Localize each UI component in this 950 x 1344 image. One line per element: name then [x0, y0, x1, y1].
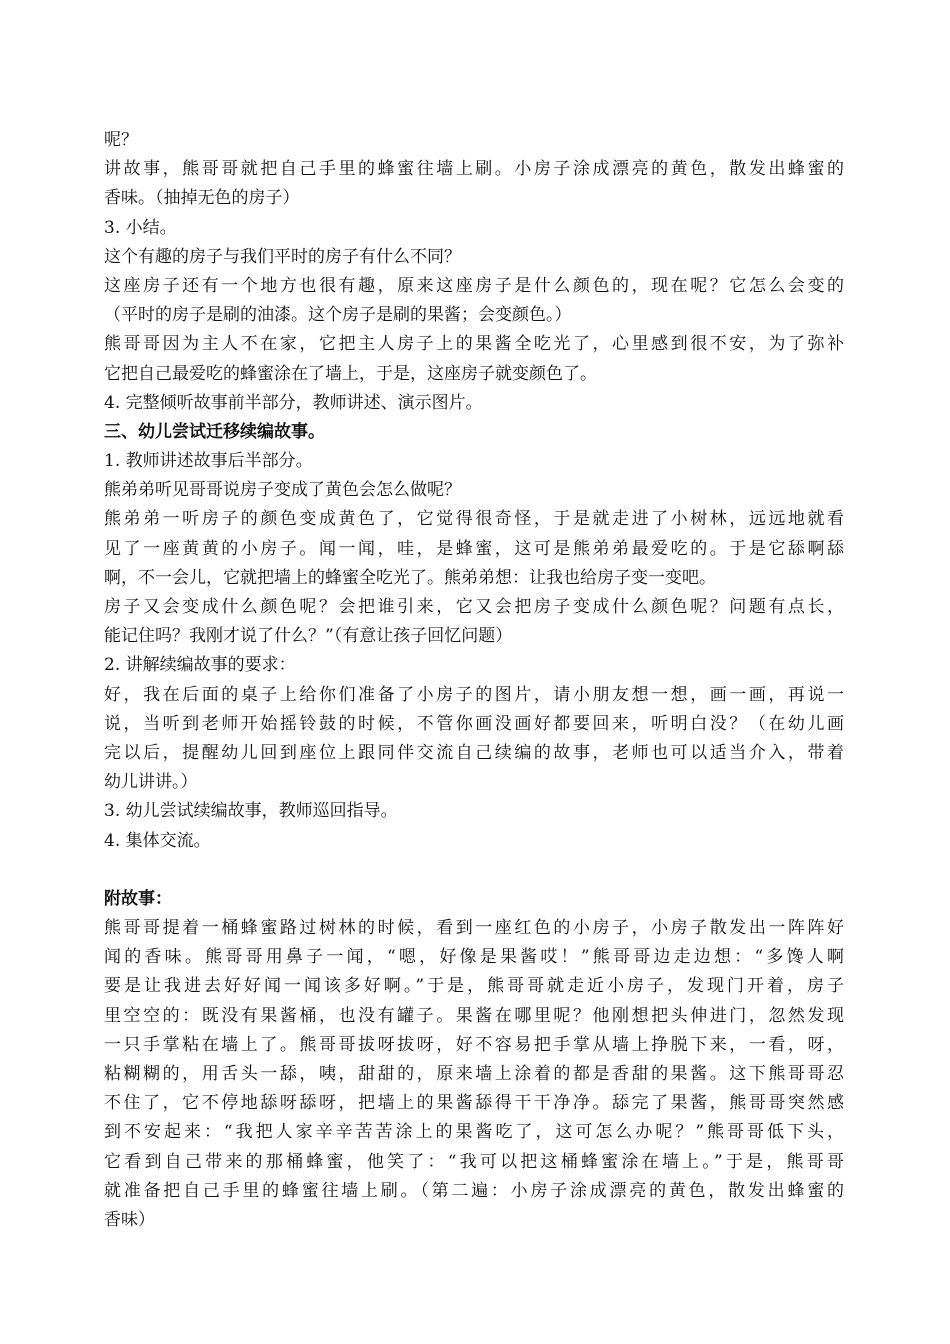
story-line: 闻的香味。熊哥哥用鼻子一闻，“嗯，好像是果酱哎！”熊哥哥边走边想：“多馋人啊 — [104, 947, 844, 968]
text-line: 它把自己最爱吃的蜂蜜涂在了墙上，于是，这座房子就变颜色了。 — [104, 363, 597, 384]
text-line: 这个有趣的房子与我们平时的房子有什么不同？ — [104, 246, 461, 267]
story-line: 它看到自己带来的那桶蜂蜜，他笑了：“我可以把这桶蜂蜜涂在墙上。”于是，熊哥哥 — [104, 1151, 844, 1172]
step-heading: 2. 讲解续编故事的要求： — [104, 655, 296, 676]
text-line: 香味。（抽掉无色的房子） — [104, 188, 300, 209]
text-line: 呢？ — [104, 130, 138, 150]
story-line: 熊哥哥提着一桶蜂蜜路过树林的时候，看到一座红色的小房子，小房子散发出一阵阵好 — [104, 918, 844, 939]
text-line: 见了一座黄黄的小房子。闻一闻，哇，是蜂蜜，这可是熊弟弟最爱吃的。于是它舔啊舔 — [104, 538, 844, 559]
text-line: 说，当听到老师开始摇铃鼓的时候，不管你画没画好都要回来，听明白没？（在幼儿画 — [104, 713, 844, 734]
text-line: 熊弟弟听见哥哥说房子变成了黄色会怎么做呢？ — [104, 480, 461, 501]
text-line: 能记住吗？我刚才说了什么？”（有意让孩子回忆问题） — [104, 626, 513, 647]
step-heading: 4. 完整倾听故事前半部分，教师讲述、演示图片。 — [104, 392, 483, 413]
paragraph-gap — [104, 856, 844, 885]
text-line: 幼儿讲讲。） — [104, 772, 198, 793]
text-line: 啊，不一会儿，它就把墙上的蜂蜜全吃光了。熊弟弟想：让我也给房子变一变吧。 — [104, 567, 716, 588]
text-line: 房子又会变成什么颜色呢？会把谁引来，它又会把房子变成什么颜色呢？问题有点长， — [104, 597, 844, 617]
document-body — [104, 126, 844, 1235]
appendix-heading: 附故事： — [104, 888, 172, 909]
text-line: 熊弟弟一听房子的颜色变成黄色了，它觉得很奇怪，于是就走进了小树林，远远地就看 — [104, 509, 844, 530]
step-heading: 1. 教师讲述故事后半部分。 — [104, 451, 313, 472]
story-line: 到不安起来：“我把人家辛辛苦苦涂上的果酱吃了，这可怎么办呢？”熊哥哥低下头， — [104, 1122, 844, 1143]
text-line: 讲故事，熊哥哥就把自己手里的蜂蜜往墙上刷。小房子涂成漂亮的黄色，散发出蜂蜜的 — [104, 159, 844, 180]
story-line: 要是让我进去好好闻一闻该多好啊。”于是，熊哥哥就走近小房子，发现门开着，房子 — [104, 976, 844, 997]
step-heading: 3. 幼儿尝试续编故事，教师巡回指导。 — [104, 801, 398, 822]
story-line: 不住了，它不停地舔呀舔呀，把墙上的果酱舔得干干净净。舔完了果酱，熊哥哥突然感 — [104, 1093, 844, 1114]
text-line: 这座房子还有一个地方也很有趣，原来这座房子是什么颜色的，现在呢？它怎么会变的 — [104, 275, 844, 296]
step-heading: 4. 集体交流。 — [104, 830, 211, 851]
story-line: 粘糊糊的，用舌头一舔，咦，甜甜的，原来墙上涂着的都是香甜的果酱。这下熊哥哥忍 — [104, 1064, 844, 1084]
text-line: 熊哥哥因为主人不在家，它把主人房子上的果酱全吃光了，心里感到很不安，为了弥补 — [104, 334, 844, 355]
story-line: 里空空的：既没有果酱桶，也没有罐子。果酱在哪里呢？他刚想把头伸进门，忽然发现 — [104, 1005, 844, 1026]
section-heading: 三、幼儿尝试迁移续编故事。 — [104, 421, 325, 442]
text-line: （平时的房子是刷的油漆。这个房子是刷的果酱；会变颜色。） — [104, 305, 572, 326]
text-line: 好，我在后面的桌子上给你们准备了小房子的图片，请小朋友想一想，画一画，再说一 — [104, 684, 844, 705]
story-line: 香味） — [104, 1209, 155, 1230]
text-line: 完以后，提醒幼儿回到座位上跟同伴交流自己续编的故事，老师也可以适当介入，带着 — [104, 742, 844, 763]
story-line: 一只手掌粘在墙上了。熊哥哥拔呀拔呀，好不容易把手掌从墙上挣脱下来，一看，呀， — [104, 1034, 844, 1055]
story-line: 就准备把自己手里的蜂蜜往墙上刷。（第二遍：小房子涂成漂亮的黄色，散发出蜂蜜的 — [104, 1180, 844, 1201]
step-heading: 3. 小结。 — [104, 217, 177, 238]
